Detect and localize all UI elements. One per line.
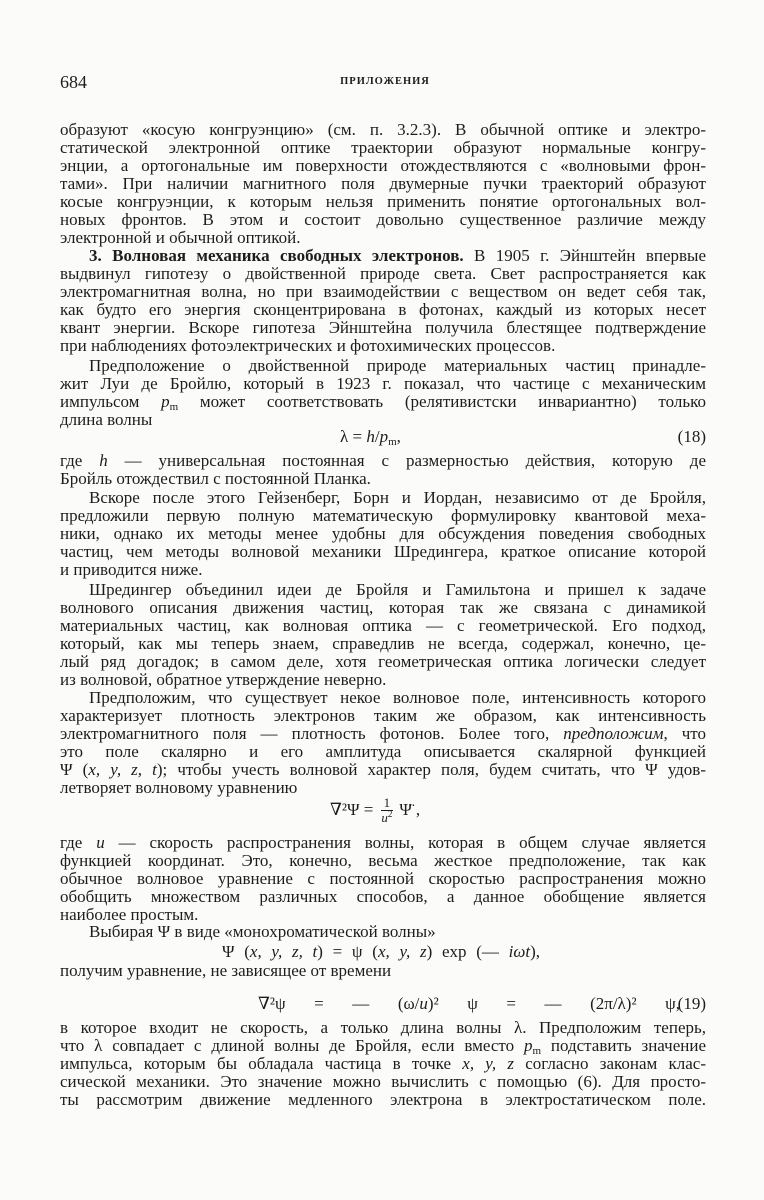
math-text: / bbox=[374, 427, 380, 446]
text-segment: ); чтобы учесть волновой характер поля, будем считать, что Ψ удов- bbox=[156, 760, 706, 779]
running-title: ПРИЛОЖЕНИЯ bbox=[340, 76, 430, 87]
text-segment: , что bbox=[663, 724, 706, 743]
text-line: как будто его энергия сконцентрирована в фотонах, каждый из которых несет bbox=[60, 300, 706, 319]
text-line: Предположение о двойственной природе материальных частиц принадле- bbox=[89, 356, 706, 375]
math-text: ) = ψ ( bbox=[317, 942, 378, 961]
text-line: статической электронной оптике траектории образуют нормальные конгру- bbox=[60, 138, 706, 157]
text-line: волнового описания движения частиц, которая так же связана с динамикой bbox=[60, 598, 706, 617]
math-variable: x, y, z bbox=[462, 1054, 514, 1073]
math-text: ∇²ψ = — (ω/ bbox=[258, 994, 420, 1013]
text-line: обобщить множеством различных способов, а данное обобщение является bbox=[60, 887, 706, 906]
math-text: , bbox=[396, 427, 401, 446]
text-line: предложили первую полную математическую формулировку квантовой меха- bbox=[60, 506, 706, 525]
page-number: 684 bbox=[60, 72, 87, 92]
text-line: обычное волновое уравнение с постоянной скоростью распространения можно bbox=[60, 869, 706, 888]
text-line: образуют «косую конгруэнцию» (см. п. 3.2.3). В обычной оптике и электро- bbox=[60, 120, 706, 139]
math-subscript: m bbox=[169, 401, 179, 413]
text-segment: импульса, которым бы обладала частица в точке bbox=[60, 1054, 463, 1073]
text-line: энции, а ортогональные им поверхности отождествляются с «волновыми фрон- bbox=[60, 156, 706, 175]
text-line: из волновой, обратное утверждение неверно. bbox=[60, 670, 387, 689]
equation-19 bbox=[258, 995, 680, 1013]
text-line: Вскоре после этого Гейзенберг, Борн и Иордан, независимо от де Бройля, bbox=[89, 488, 706, 507]
math-exponent: 2 bbox=[387, 808, 393, 819]
text-line: электронной и обычной оптикой. bbox=[60, 228, 301, 247]
equation-number: (19) bbox=[677, 994, 706, 1013]
text-line: лый ряд догадок; в самом деле, хотя геометрическая оптика логически следует bbox=[60, 652, 706, 671]
text-segment: В 1905 г. Эйнштейн впервые bbox=[463, 246, 706, 265]
text-line: получим уравнение, не зависящее от времени bbox=[60, 961, 392, 980]
math-text: ), bbox=[530, 942, 540, 961]
fraction-denominator bbox=[379, 808, 394, 825]
math-variable: p bbox=[523, 1036, 533, 1055]
text-line: это поле скалярно и его амплитуда описывается скалярной функцией bbox=[60, 742, 706, 761]
fraction-numerator: 1 bbox=[381, 796, 394, 811]
text-line: функцией координат. Это, конечно, весьма жесткое предположение, так как bbox=[60, 851, 706, 870]
text-line: ты рассмотрим движение медленного электрона в электростатическом поле. bbox=[60, 1090, 706, 1109]
math-variable: x, y, z, t bbox=[88, 760, 157, 779]
text-segment: подставить значение bbox=[541, 1036, 706, 1055]
math-variable: h bbox=[99, 451, 108, 470]
emphasis: предположим bbox=[563, 724, 664, 743]
text-line bbox=[60, 834, 706, 852]
text-segment: Ψ ( bbox=[60, 760, 89, 779]
text-segment: импульсом bbox=[60, 392, 162, 411]
math-variable: u bbox=[419, 994, 428, 1013]
text-line: наиболее простым. bbox=[60, 905, 199, 924]
text-line: косые конгруэнции, к которым нельзя применить понятие ортогональных вол- bbox=[60, 192, 706, 211]
text-line bbox=[60, 1037, 706, 1055]
text-line: при наблюдениях фотоэлектрических и фотохимических процессов. bbox=[60, 336, 556, 355]
text-line: новых фронтов. В этом и состоит довольно существенное различие между bbox=[60, 210, 706, 229]
text-line: квант энергии. Вскоре гипотеза Эйнштейна получила блестящее подтверждение bbox=[60, 318, 706, 337]
text-line: длина волны bbox=[60, 410, 153, 429]
text-line: выдвинул гипотезу о двойственной природе света. Свет распространяется как bbox=[60, 264, 706, 283]
text-line: и приводится ниже. bbox=[60, 560, 203, 579]
math-variable: x, y, z bbox=[377, 942, 427, 961]
math-variable: u bbox=[96, 833, 105, 852]
text-line bbox=[60, 725, 706, 743]
math-variable: p bbox=[379, 427, 389, 446]
fraction bbox=[379, 796, 394, 825]
text-line: ники, однако их методы менее удобны для обсуждения поведения свободных bbox=[60, 524, 706, 543]
text-segment: — универсальная постоянная с размерностью действия, которую де bbox=[107, 451, 706, 470]
math-text: λ = bbox=[340, 427, 367, 446]
text-line: характеризует плотность электронов таким же образом, как интенсивность bbox=[60, 706, 706, 725]
text-line bbox=[60, 452, 706, 470]
equation-18 bbox=[340, 428, 401, 446]
text-segment: электромагнитного поля — плотность фотонов. Более того, bbox=[60, 724, 564, 743]
text-line: Шредингер объединил идеи де Бройля и Гамильтона и пришел к задаче bbox=[89, 580, 706, 599]
math-text: Ψ̈ bbox=[399, 800, 412, 819]
math-subscript: m bbox=[532, 1045, 541, 1057]
text-segment: согласно законам клас- bbox=[513, 1054, 707, 1073]
text-segment: что λ совпадает с длиной волны де Бройля, если вместо bbox=[60, 1036, 524, 1055]
text-line: Выбирая Ψ в виде «монохроматической волны» bbox=[89, 922, 436, 941]
math-variable: u bbox=[381, 809, 388, 825]
text-line: Бройль отождествил с постоянной Планка. bbox=[60, 469, 371, 488]
text-line: Предположим, что существует некое волновое поле, интенсивность которого bbox=[89, 688, 706, 707]
text-line: летворяет волновому уравнению bbox=[60, 778, 298, 797]
math-variable: p bbox=[161, 392, 170, 411]
text-segment: может соответствовать (релятивистски инвариантно) только bbox=[178, 392, 706, 411]
section-heading: 3. Волновая механика свободных электронов. bbox=[89, 246, 464, 265]
text-line bbox=[60, 1055, 706, 1073]
text-segment: — скорость распространения волны, которая в общем случае является bbox=[104, 833, 707, 852]
math-text: )² ψ = — (2π/λ)² ψ, bbox=[427, 994, 680, 1013]
math-subscript: m bbox=[388, 436, 397, 448]
text-line bbox=[60, 247, 706, 265]
text-line: частиц, чем методы волновой механики Шредингера, краткое описание которой bbox=[60, 542, 706, 561]
text-line: в которое входит не скорость, а только длина волны λ. Предположим теперь, bbox=[60, 1018, 706, 1037]
text-line bbox=[60, 393, 706, 411]
text-line: сической механики. Это значение можно вычислить с помощью (6). Для просто- bbox=[60, 1072, 706, 1091]
text-segment: где bbox=[60, 833, 97, 852]
text-line: материальных частиц, как волновая оптика — с геометрической. Его подход, bbox=[60, 616, 706, 635]
equation-number: (18) bbox=[677, 427, 706, 446]
math-text: ∇²Ψ = bbox=[330, 800, 374, 819]
math-variable: h bbox=[366, 427, 375, 446]
text-line: электромагнитная волна, но при взаимодействии с веществом он ведет себя так, bbox=[60, 282, 706, 301]
text-line: тами». При наличии магнитного поля двумерные пучки траекторий образуют bbox=[60, 174, 706, 193]
math-variable: iωt bbox=[508, 942, 531, 961]
text-line bbox=[60, 761, 706, 779]
text-segment: где bbox=[60, 451, 100, 470]
math-variable: x, y, z, t bbox=[249, 942, 318, 961]
text-line: который, как мы теперь знаем, справедлив не всегда, содержал, конечно, це- bbox=[60, 634, 706, 653]
math-text: Ψ ( bbox=[222, 942, 250, 961]
monochromatic-wave-equation bbox=[222, 943, 540, 961]
text-line: жит Луи де Бройлю, который в 1923 г. показал, что частице с механическим bbox=[60, 374, 706, 393]
math-text: , bbox=[415, 800, 421, 819]
wave-equation bbox=[330, 792, 420, 828]
math-text: ) exp (— bbox=[426, 942, 509, 961]
